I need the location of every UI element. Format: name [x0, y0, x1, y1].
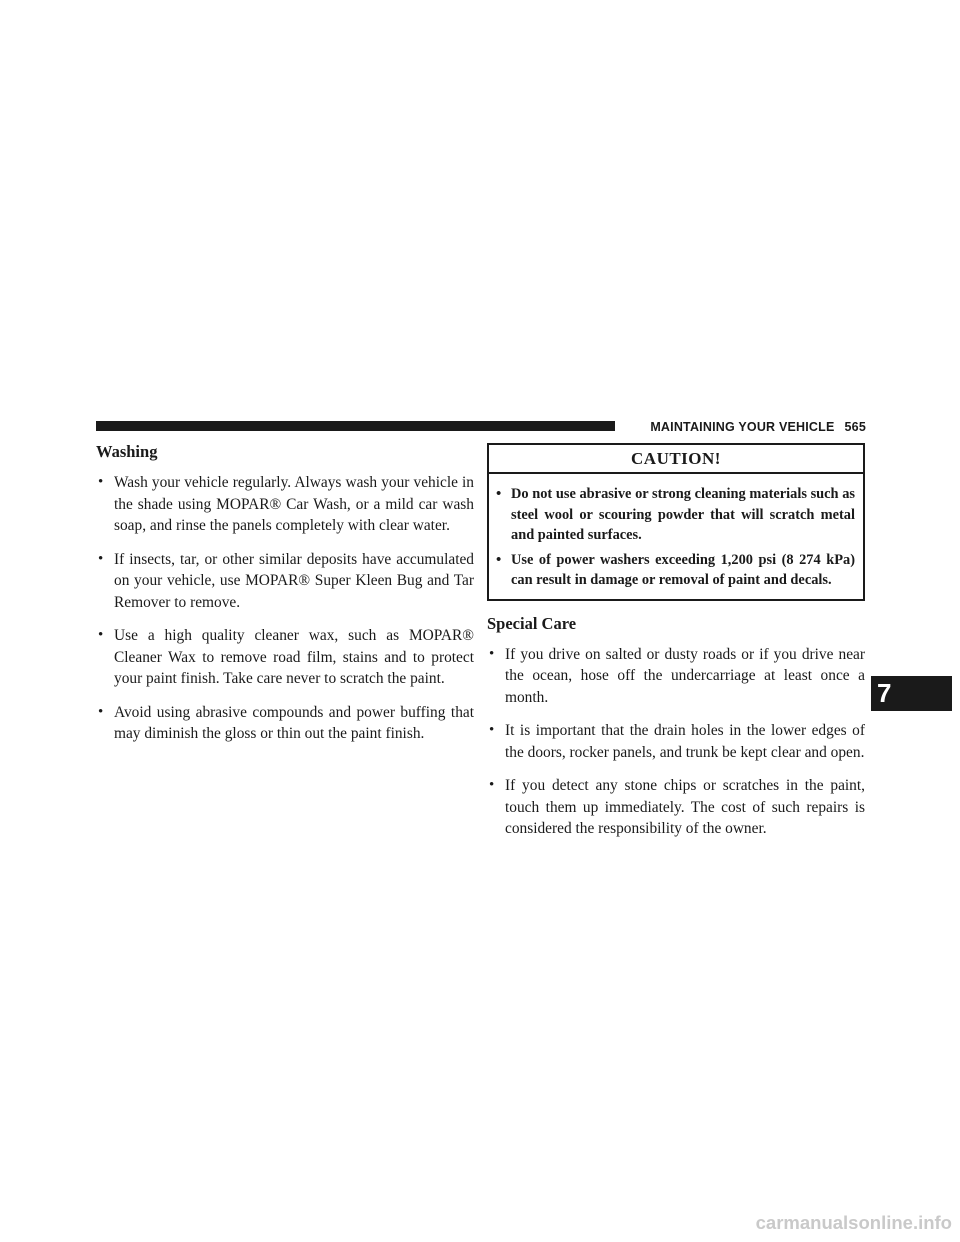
bullet-icon: • — [98, 703, 104, 720]
bullet-icon: • — [496, 486, 502, 502]
list-item-text: If you drive on salted or dusty roads or if you drive near the ocean, hose off the undercarriage at least once a month. — [505, 645, 865, 706]
bullet-icon: • — [98, 627, 104, 643]
washing-list — [96, 472, 474, 745]
left-column — [96, 441, 474, 757]
list-item — [487, 720, 865, 763]
washing-heading: Washing — [96, 442, 158, 461]
caution-item-text: Use of power washers exceeding 1,200 psi (8 274 kPa) can result in damage or removal of paint and decals. — [511, 551, 855, 588]
list-item-text: Use a high quality cleaner wax, such as MOPAR® Cleaner Wax to remove road film, stains and to protect your paint finish. Take care never to scratch the paint. — [114, 627, 474, 687]
running-header — [622, 419, 866, 435]
bullet-icon: • — [98, 474, 104, 490]
list-item — [96, 549, 474, 614]
right-column — [487, 443, 865, 852]
page-number: 565 — [844, 420, 866, 434]
header-rule — [96, 421, 615, 431]
list-item — [487, 775, 865, 840]
list-item — [96, 625, 474, 690]
caution-body — [489, 474, 863, 599]
caution-item — [493, 484, 855, 546]
special-care-list — [487, 644, 865, 840]
bullet-icon: • — [489, 722, 495, 738]
list-item-text: If you detect any stone chips or scratches in the paint, touch them up immediately. The cost of such repairs is considered the responsibility of the owner. — [505, 777, 865, 837]
bullet-icon: • — [489, 645, 495, 662]
list-item-text: Avoid using abrasive compounds and power buffing that may diminish the gloss or thin out the paint finish. — [114, 703, 474, 742]
section-title: MAINTAINING YOUR VEHICLE — [650, 420, 835, 434]
caution-title: CAUTION! — [489, 445, 863, 474]
bullet-icon: • — [489, 777, 495, 793]
caution-box — [487, 443, 865, 601]
bullet-icon: • — [98, 550, 104, 567]
chapter-tab: 7 — [871, 676, 952, 711]
caution-item-text: Do not use abrasive or strong cleaning materials such as steel wool or scouring powder that will scratch metal and painted surfaces. — [511, 486, 855, 543]
list-item — [96, 702, 474, 745]
bullet-icon: • — [496, 551, 502, 568]
list-item — [487, 644, 865, 709]
watermark: carmanualsonline.info — [755, 1212, 952, 1233]
list-item-text: Wash your vehicle regularly. Always wash your vehicle in the shade using MOPAR® Car Wash, or a mild car wash soap, and rinse the panels completely with clear water. — [114, 474, 474, 534]
list-item-text: If insects, tar, or other similar deposits have accumulated on your vehicle, use MOPAR® Super Kleen Bug and Tar Remover to remove. — [114, 550, 474, 611]
caution-item — [493, 550, 855, 591]
list-item — [96, 472, 474, 537]
special-care-heading: Special Care — [487, 613, 577, 633]
list-item-text: It is important that the drain holes in the lower edges of the doors, rocker panels, and trunk be kept clear and open. — [505, 722, 865, 761]
